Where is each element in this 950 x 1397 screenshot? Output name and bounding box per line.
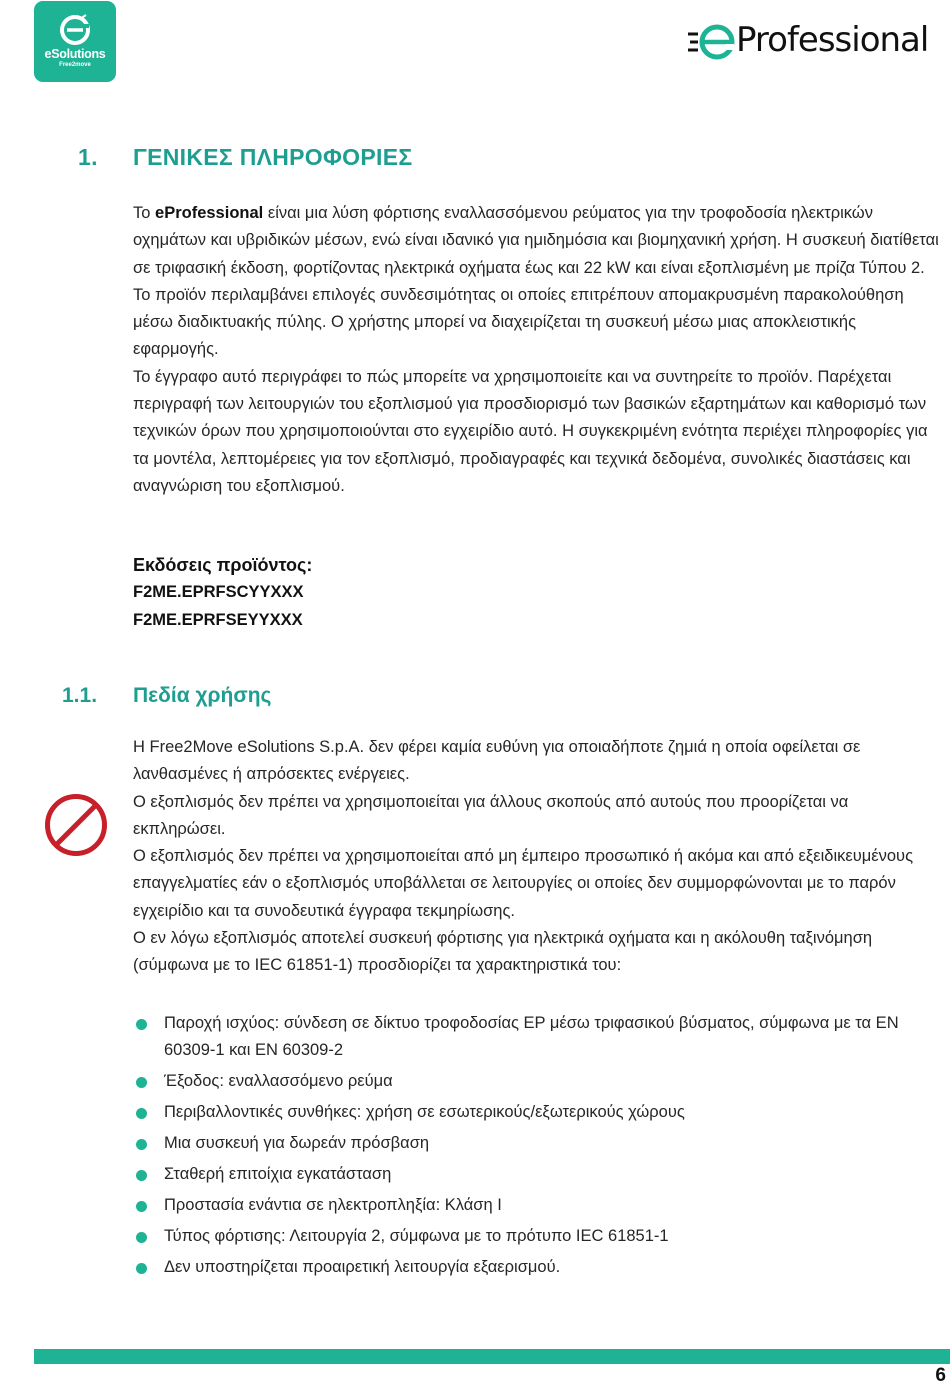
intro-text xyxy=(133,200,945,500)
intro-paragraph-1 xyxy=(133,200,945,282)
footer-bar xyxy=(34,1349,950,1364)
list-item xyxy=(133,1161,945,1188)
section-title: ΓΕΝΙΚΕΣ ΠΛΗΡΟΦΟΡΙΕΣ xyxy=(133,144,413,170)
eprofessional-brand xyxy=(688,18,950,64)
bullet-icon xyxy=(136,1139,147,1150)
brand-text: Professional xyxy=(736,20,929,60)
list-item-text: Προστασία ενάντια σε ηλεκτροπληξία: Κλάση I xyxy=(164,1196,502,1215)
intro-p1-rest: είναι μια λύση φόρτισης εναλλασσόμενου ρεύματος για την τροφοδοσία ηλεκτρικών οχημάτων και υβριδικών μέσων, ενώ είναι ιδανικό για ημιδημόσια και βιομηχανική χρήση. Η συσκευή διατίθεται σε τριφασική έκδοση, φορτίζοντας ηλεκτρικά οχήματα έως και 22 kW και είναι εξοπλισμένη με πρίζα Τύπου 2. xyxy=(133,204,939,277)
list-item xyxy=(133,1099,945,1126)
list-item xyxy=(133,1010,945,1065)
use-paragraph: Η Free2Move eSolutions S.p.A. δεν φέρει καμία ευθύνη για οποιαδήποτε ζημιά η οποία οφείλεται σε λανθασμένες ή απρόσεκτες ενέργειες. xyxy=(133,738,861,784)
list-item xyxy=(133,1192,945,1219)
subsection-title: Πεδία χρήσης xyxy=(133,684,272,707)
list-item-text: Τύπος φόρτισης: Λειτουργία 2, σύμφωνα με το πρότυπο IEC 61851-1 xyxy=(164,1227,669,1246)
list-item-text: Σταθερή επιτοίχια εγκατάσταση xyxy=(164,1165,392,1184)
list-item xyxy=(133,1223,945,1250)
list-item-text: Δεν υποστηρίζεται προαιρετική λειτουργία εξαερισμού. xyxy=(164,1258,561,1277)
bullet-icon xyxy=(136,1232,147,1243)
list-item xyxy=(133,1068,945,1095)
version-code: F2ME.EPRFSCYYXXX xyxy=(133,583,304,602)
bullet-icon xyxy=(136,1170,147,1181)
list-item-text: Περιβαλλοντικές συνθήκες: χρήση σε εσωτερικούς/εξωτερικούς χώρους xyxy=(164,1103,685,1122)
versions-title: Εκδόσεις προϊόντος: xyxy=(133,555,313,575)
list-item xyxy=(133,1130,945,1157)
intro-paragraph-2: Το προϊόν περιλαμβάνει επιλογές συνδεσιμότητας οι οποίες επιτρέπουν απομακρυσμένη παρακολούθηση μέσω διαδικτυακής πύλης. Ο χρήστης μπορεί να διαχειρίζεται τη συσκευή μέσω μιας αποκλειστικής εφαρμογής. xyxy=(133,285,904,359)
subsection-number: 1.1. xyxy=(62,684,98,707)
plug-e-icon xyxy=(58,13,92,47)
bullet-icon xyxy=(136,1201,147,1212)
bullet-icon xyxy=(136,1108,147,1119)
bullet-icon xyxy=(136,1019,147,1030)
intro-p1-start: Το xyxy=(133,204,156,222)
list-item xyxy=(133,1254,945,1281)
bullet-icon xyxy=(136,1077,147,1088)
use-paragraph: Ο εν λόγω εξοπλισμός αποτελεί συσκευή φόρτισης για ηλεκτρικά οχήματα και η ακόλουθη ταξινόμηση (σύμφωνα με το IEC 61851-1) προσδιορίζει τα χαρακτηριστικά του: xyxy=(133,929,873,975)
subsection-heading xyxy=(62,684,271,708)
use-paragraph: Ο εξοπλισμός δεν πρέπει να χρησιμοποιείται από μη έμπειρο προσωπικό ή ακόμα και από εξειδικευμένους επαγγελματίες εάν ο εξοπλισμός υποβάλλεται σε λειτουργίες οι οποίες δεν συμμορφώνονται με το παρόν εγχειρίδιο και τα συνοδευτικά έγγραφα τεκμηρίωσης. xyxy=(133,847,914,920)
prohibited-icon xyxy=(44,793,108,857)
list-item-text: Παροχή ισχύος: σύνδεση σε δίκτυο τροφοδοσίας ΕΡ μέσω τριφασικού βύσματος, σύμφωνα με τα EN 60309-1 και EN 60309-2 xyxy=(164,1014,899,1060)
bullet-icon xyxy=(136,1263,147,1274)
section-number: 1. xyxy=(78,144,98,170)
esolutions-logo xyxy=(34,1,116,82)
section-heading xyxy=(78,144,412,171)
list-item-text: Μια συσκευή για δωρεάν πρόσβαση xyxy=(164,1134,430,1153)
intro-paragraph-3: Το έγγραφο αυτό περιγράφει το πώς μπορείτε να χρησιμοποιείτε και να συντηρείτε το προϊόν. Παρέχεται περιγραφή των λειτουργιών του εξοπλισμού για προσδιορισμό των βασικών εξαρτημάτων και καθορισμό των τεχνικών όρων που χρησιμοποιούνται στο εγχειρίδιο αυτό. Η συγκεκριμένη ενότητα περιέχει πληροφορίες για τα μοντέλα, λεπτομέρειες για τον εξοπλισμό, προδιαγραφές και τεχνικά δεδομένα, συνολικές διαστάσεις και αναγνώριση του εξοπλισμού. xyxy=(133,367,928,495)
product-name: eProfessional xyxy=(155,204,264,222)
logo-primary-text: eSolutions xyxy=(44,47,106,61)
brand-e-icon xyxy=(688,20,736,64)
classification-list xyxy=(133,1010,945,1285)
use-paragraph: Ο εξοπλισμός δεν πρέπει να χρησιμοποιείται για άλλους σκοπούς από αυτούς που προορίζεται να εκπληρώσει. xyxy=(133,792,849,838)
use-text xyxy=(133,734,945,980)
product-versions xyxy=(133,552,945,634)
version-code: F2ME.EPRFSEYYXXX xyxy=(133,610,303,629)
logo-secondary-text: Free2move xyxy=(59,62,91,68)
list-item-text: Έξοδος: εναλλασσόμενο ρεύμα xyxy=(164,1072,393,1091)
page-number: 6 xyxy=(935,1365,946,1386)
